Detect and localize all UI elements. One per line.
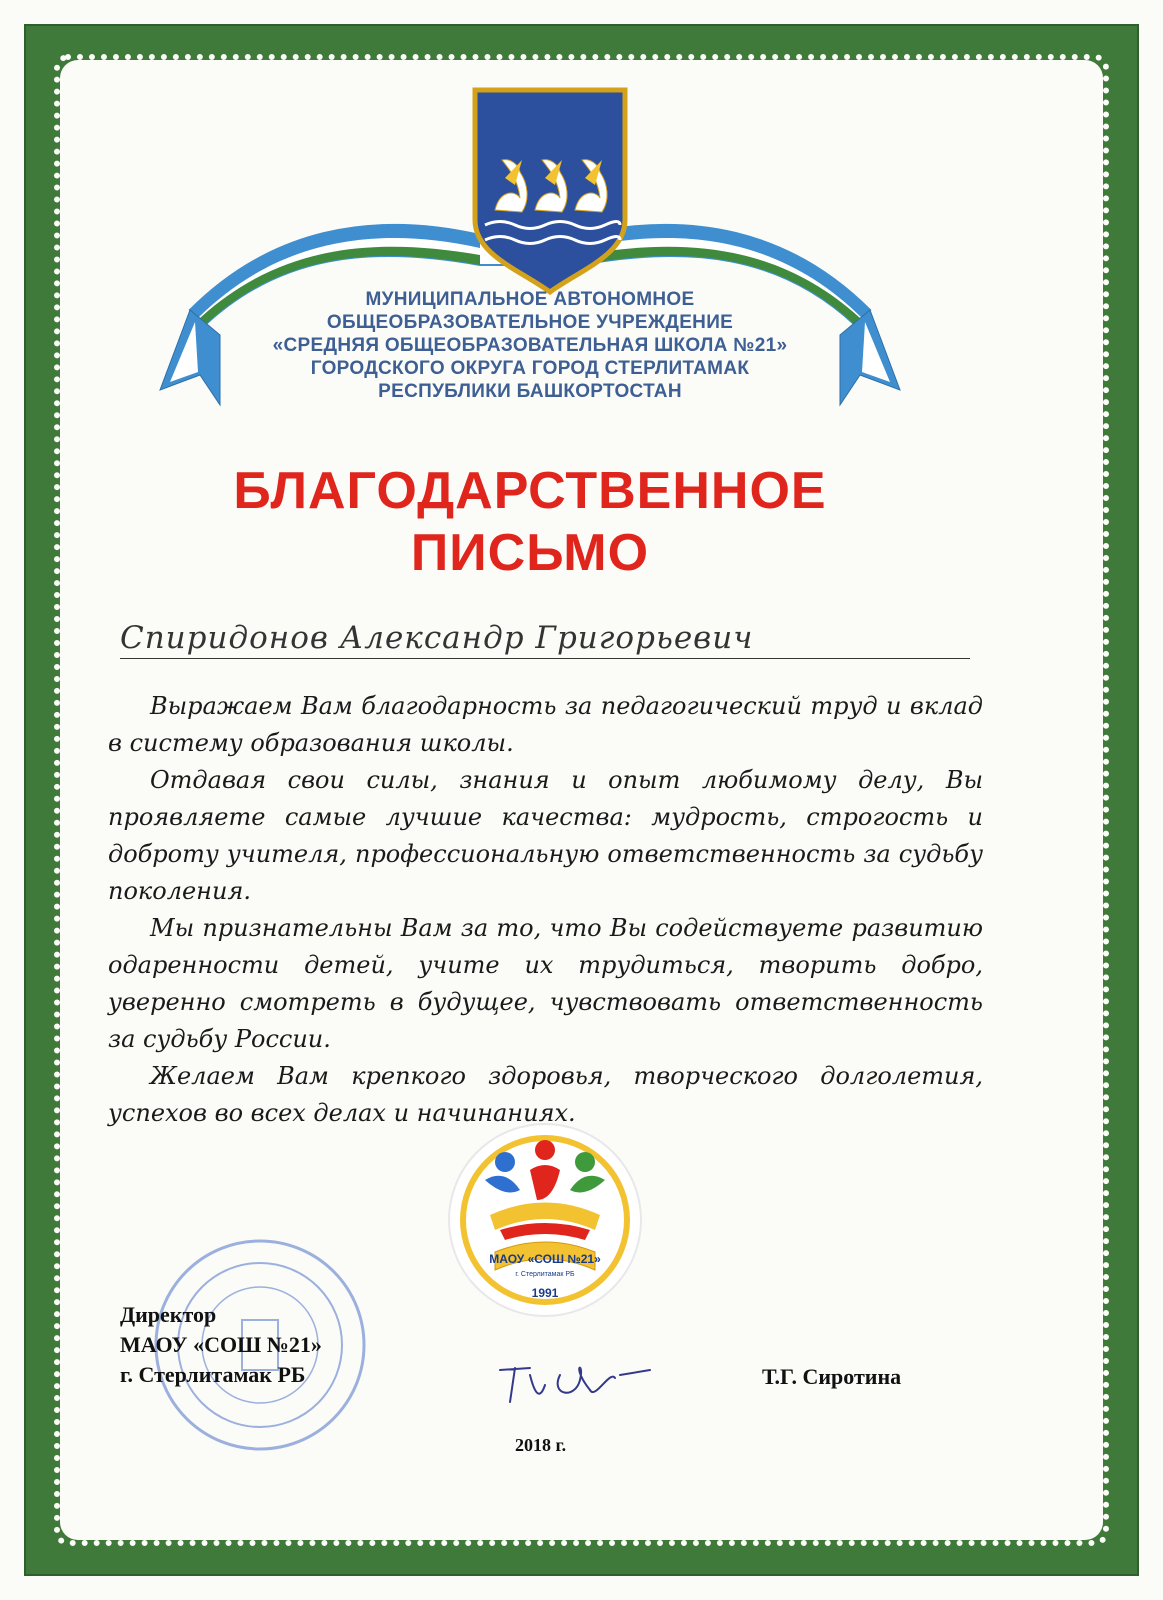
org-line: РЕСПУБЛИКИ БАШКОРТОСТАН: [378, 381, 682, 402]
logo-year: 1991: [531, 1286, 559, 1300]
director-title-block: [120, 1300, 322, 1390]
org-line: «СРЕДНЯЯ ОБЩЕОБРАЗОВАТЕЛЬНАЯ ШКОЛА №21»: [272, 335, 788, 356]
director-line: Директор: [120, 1302, 217, 1327]
school-logo: [445, 1120, 645, 1320]
org-line: ГОРОДСКОГО ОКРУГА ГОРОД СТЕРЛИТАМАК: [310, 358, 750, 379]
title-line-2: ПИСЬМО: [410, 524, 650, 582]
organization-name: [150, 288, 910, 403]
body-paragraph: Мы признательны Вам за то, что Вы содействуете развитию одаренности детей, учите их трудиться, творить добро, уверенно смотреть в будущее, чувствовать ответственность за судьбу России.: [108, 914, 983, 1053]
body-paragraph: Желаем Вам крепкого здоровья, творческого долголетия, успехов во всех делах и начинаниях.: [108, 1062, 983, 1127]
logo-city: г. Стерлитамак РБ: [515, 1271, 575, 1278]
title-line-1: БЛАГОДАРСТВЕННОЕ: [233, 462, 827, 520]
body-paragraph: Выражаем Вам благодарность за педагогический труд и вклад в систему образования школы.: [108, 692, 983, 757]
recipient-name: Спиридонов Александр Григорьевич: [120, 620, 754, 656]
logo-school-name: МАОУ «СОШ №21»: [489, 1252, 601, 1266]
director-line: г. Стерлитамак РБ: [120, 1362, 306, 1387]
recipient-underline: [120, 658, 970, 659]
document-title: [120, 460, 940, 584]
org-line: МУНИЦИПАЛЬНОЕ АВТОНОМНОЕ: [365, 289, 695, 310]
handwritten-signature: [490, 1340, 660, 1420]
org-line: ОБЩЕОБРАЗОВАТЕЛЬНОЕ УЧРЕЖДЕНИЕ: [326, 312, 734, 333]
director-line: МАОУ «СОШ №21»: [120, 1332, 322, 1357]
body-paragraph: Отдавая свои силы, знания и опыт любимому делу, Вы проявляете самые лучшие качества: мудрость, строгость и доброту учителя, профессиональную ответственность за судьбу поколения.: [108, 766, 983, 905]
letter-body: [108, 688, 983, 1132]
issue-date: 2018 г.: [515, 1435, 567, 1455]
signer-name: Т.Г. Сиротина: [762, 1364, 902, 1389]
